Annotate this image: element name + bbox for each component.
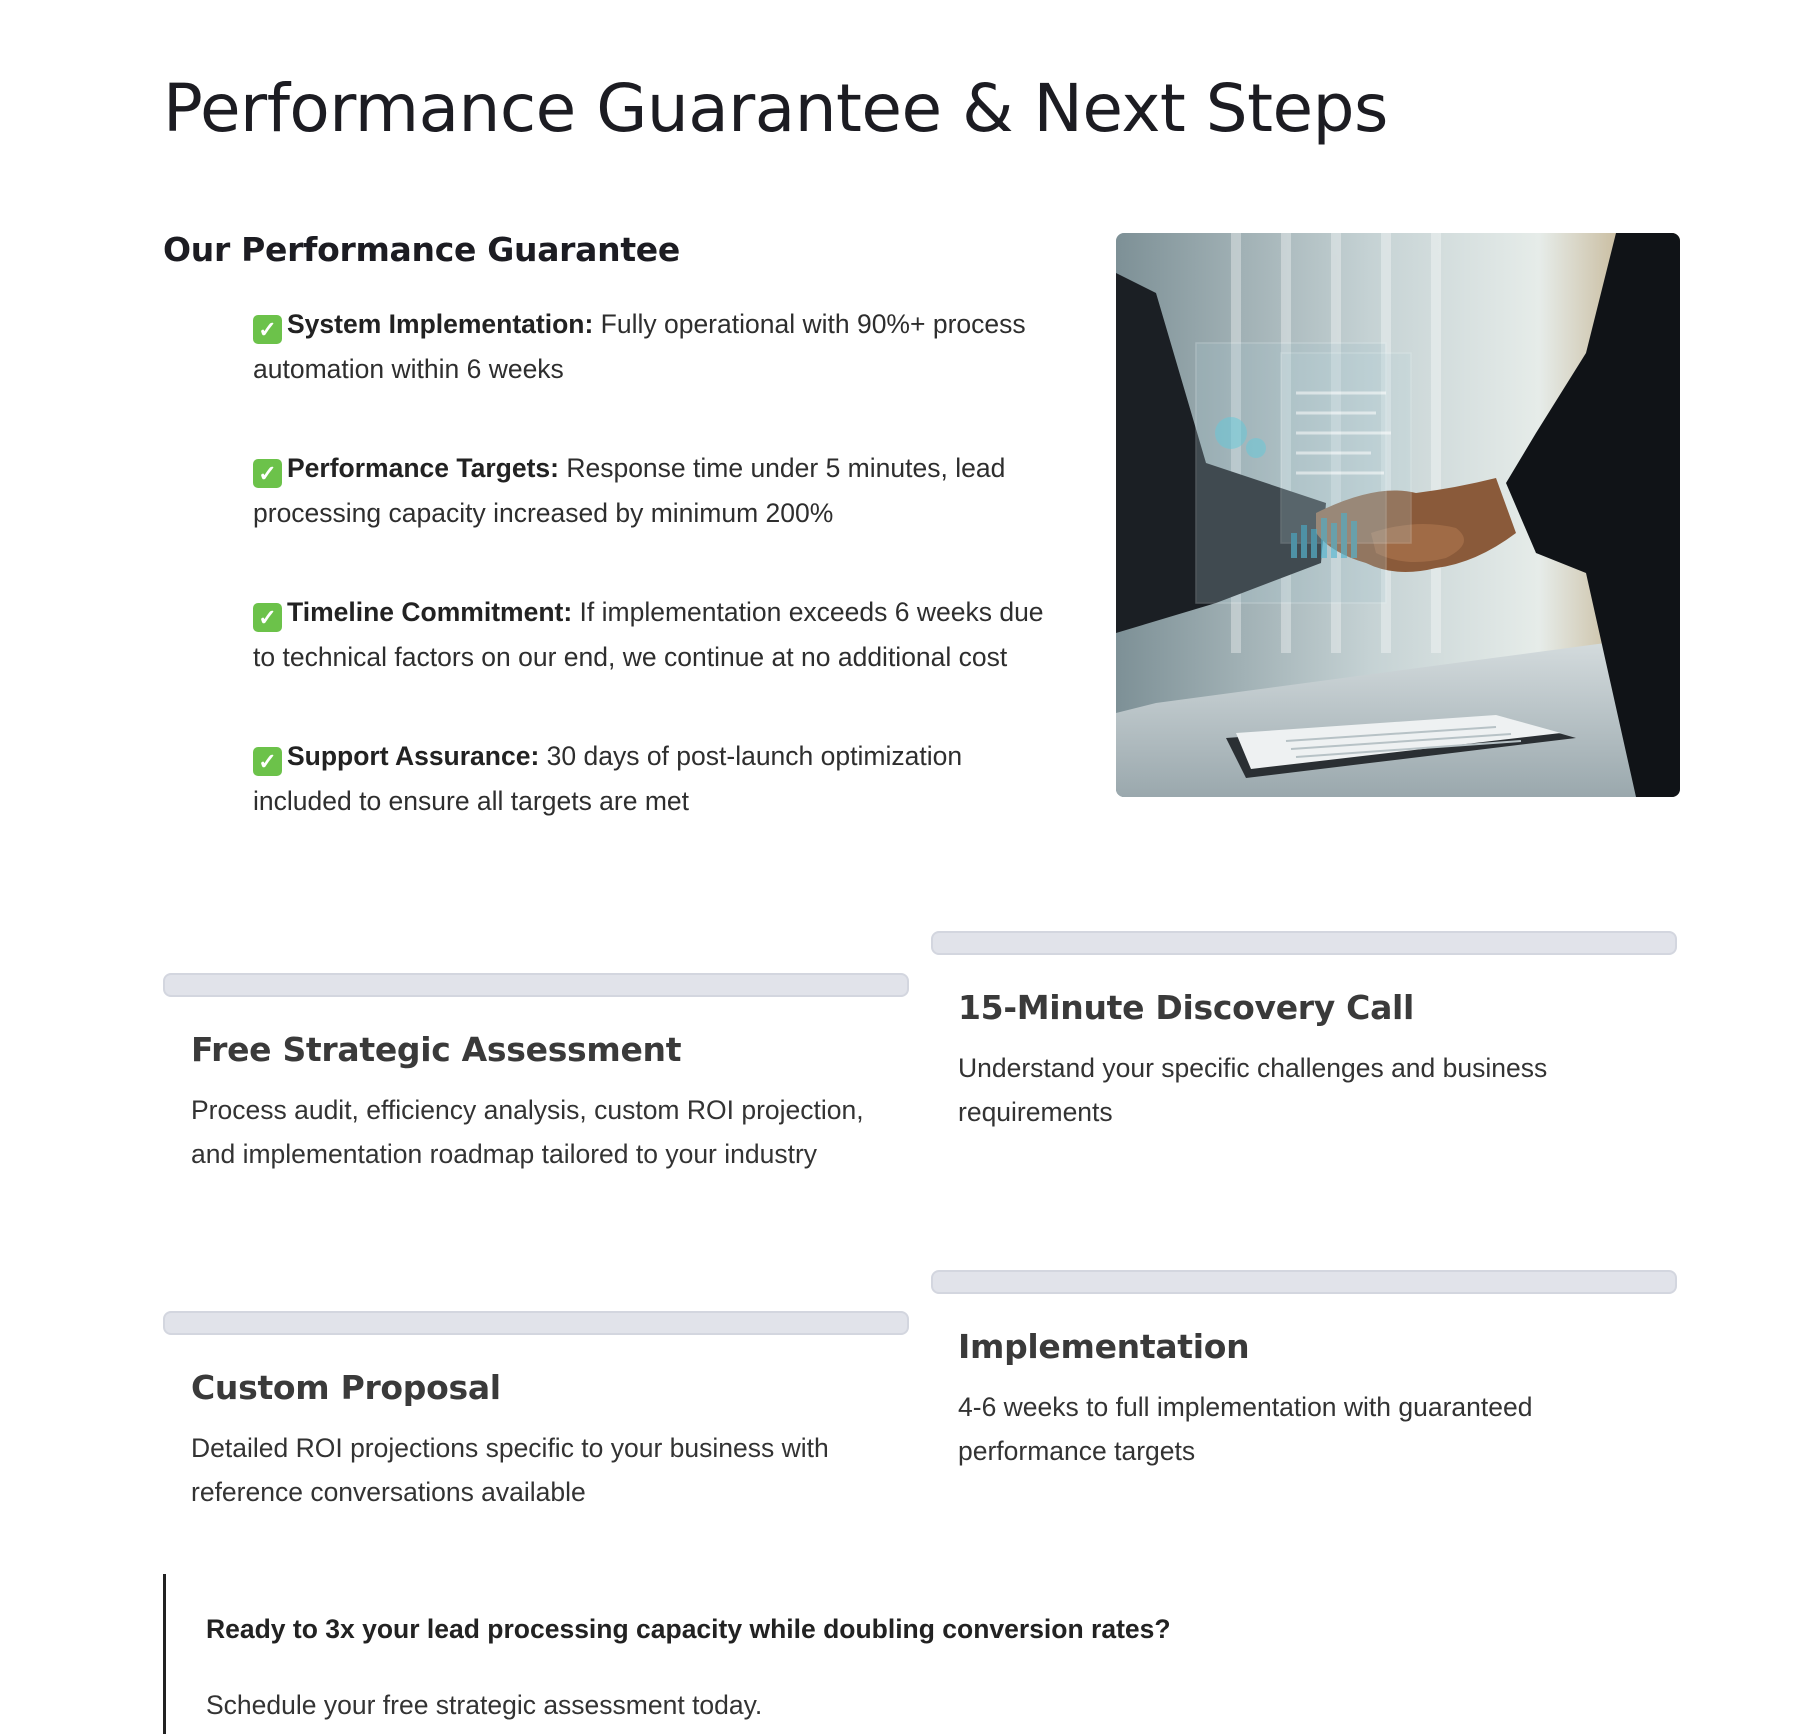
check-mark-icon: ✓ [253, 459, 282, 488]
guarantee-item-support [253, 734, 1053, 824]
guarantee-item-implementation [253, 302, 1053, 392]
step-title: 15-Minute Discovery Call [958, 988, 1415, 1027]
step-title: Free Strategic Assessment [191, 1030, 682, 1069]
guarantee-item-performance [253, 446, 1053, 536]
step-description: Process audit, efficiency analysis, custom ROI projection, and implementation roadmap tailored to your industry [191, 1095, 864, 1169]
step-title: Custom Proposal [191, 1368, 501, 1407]
step-bar [931, 931, 1677, 955]
cta-callout [163, 1574, 1366, 1734]
guarantee-item-label: Support Assurance: [287, 741, 540, 771]
page-title: Performance Guarantee & Next Steps [163, 70, 1388, 147]
guarantee-item-text: Response time under 5 minutes, lead processing capacity increased by minimum 200% [253, 453, 1006, 528]
guarantee-item-text: Fully operational with 90%+ process automation within 6 weeks [253, 309, 1026, 384]
handshake-photo-icon [1116, 233, 1680, 797]
check-mark-icon: ✓ [253, 315, 282, 344]
guarantee-item-label: Performance Targets: [287, 453, 559, 483]
step-bar [931, 1270, 1677, 1294]
step-title: Implementation [958, 1327, 1250, 1366]
step-bar [163, 973, 909, 997]
check-mark-icon: ✓ [253, 747, 282, 776]
guarantee-heading: Our Performance Guarantee [163, 230, 680, 269]
cta-question: Ready to 3x your lead processing capacity while doubling conversion rates? [206, 1614, 1171, 1644]
guarantee-list [253, 302, 1053, 878]
check-mark-icon: ✓ [253, 603, 282, 632]
step-description: Understand your specific challenges and business requirements [958, 1053, 1548, 1127]
step-bar [163, 1311, 909, 1335]
guarantee-item-timeline [253, 590, 1053, 680]
guarantee-item-text: If implementation exceeds 6 weeks due to technical factors on our end, we continue at no additional cost [253, 597, 1044, 672]
cta-text: Schedule your free strategic assessment today. [206, 1690, 763, 1720]
guarantee-item-label: Timeline Commitment: [287, 597, 573, 627]
guarantee-item-label: System Implementation: [287, 309, 594, 339]
guarantee-item-text: 30 days of post-launch optimization included to ensure all targets are met [253, 741, 963, 816]
step-description: Detailed ROI projections specific to your business with reference conversations available [191, 1433, 829, 1507]
step-description: 4-6 weeks to full implementation with guaranteed performance targets [958, 1392, 1533, 1466]
